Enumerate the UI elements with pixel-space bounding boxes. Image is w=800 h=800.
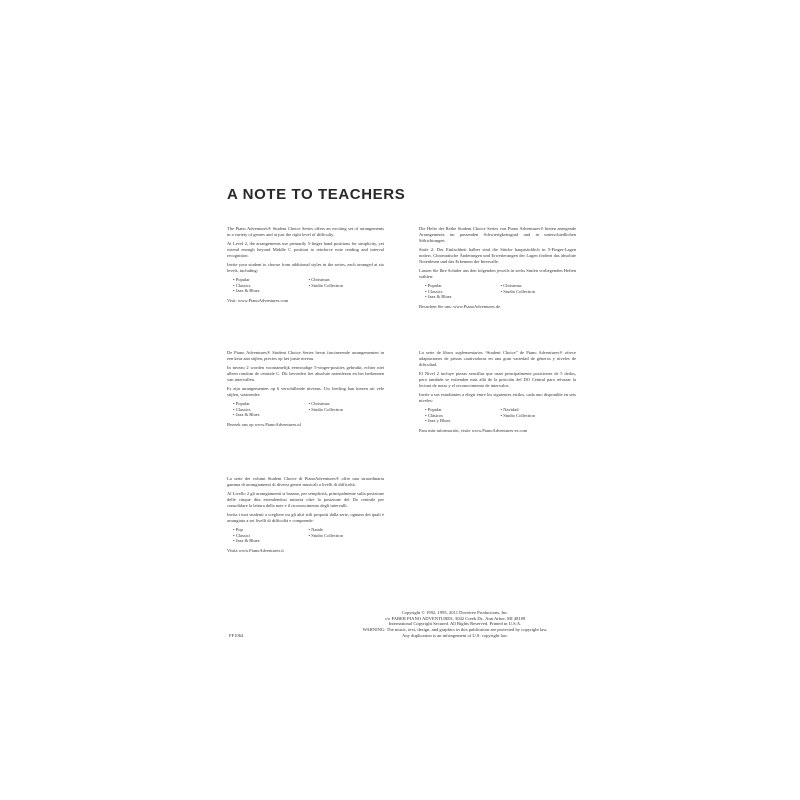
english-paragraph-3: Invite your student to choose from additional styles in the series, each arranged at six levels, including: (227, 262, 384, 273)
product-code: FF1064 (229, 633, 244, 638)
german-note (419, 226, 576, 313)
spanish-paragraph-1: La serie de libros suplementarios “Student Choice” de Piano Adventures® ofrece adaptaciones de piezas cautivadoras en una gran variedad de géneros y niveles de dificultad. (419, 350, 576, 367)
german-paragraph-1: Die Hefte der Reihe Student Choice Series von Piano Adventures® bieten anregende Arrangements im passenden Schwierigkeitsgrad und in unterschiedlichen Stilrichtungen. (419, 226, 576, 243)
italian-paragraph-2: Al Livello 2 gli arrangiamenti si basano, per semplicità, principalmente sulla posizione delle cinque dita estendendosi tuttavia oltre la posizione del Do centrale per consolidare la lettura della note e il riconoscimento degli intervalli. (227, 491, 384, 508)
list-item: • Studio Collection (309, 533, 385, 539)
german-visit-line: Besuchen Sie uns: www.PianoAdventures.de (419, 303, 501, 309)
list-item: • Pop (233, 527, 309, 533)
list-item: • Jazz & Blues (233, 288, 309, 294)
italian-visit-line: Visita www.PianoAdventures.it (227, 547, 284, 553)
dutch-style-list (233, 401, 384, 418)
list-item: • Christmas (501, 283, 577, 289)
list-item: • Christmas (309, 401, 385, 407)
copyright-line: Copyright © 1992, 1995, 2011 Dovetree Productions, Inc. (401, 610, 509, 615)
list-item: • Jazz & Blues (233, 538, 309, 544)
list-item: • Studio Collection (501, 289, 577, 295)
list-item: • Natale (309, 527, 385, 533)
italian-paragraph-3: Invita i tuoi studenti a scegliere tra gli altri stili proposti dalla serie, ognuno dei quali è arrangiato a sei livelli di difficoltà e comprende: (227, 512, 384, 523)
dutch-paragraph-2: In niveau 2 worden voornamelijk eenvoudige 5-vinger-posities gebruikt, echter niet alleen rondom de centrale C. Dit bevordert het absolute notenlezen en het herkennen van intervallen. (227, 365, 384, 382)
list-item: • Jazz & Blues (425, 294, 501, 300)
german-paragraph-2: Stufe 2: Der Einfachheit halber sind die Stücke hauptsächlich in 5-Finger-Lagen notiert. Chromatische Änderungen und Erweiterungen der Lagen fördern das absolute Notenlesen und das Erkennen der Intervalle. (419, 247, 576, 264)
page-title: A NOTE TO TEACHERS (227, 186, 406, 203)
list-item: • Popular (233, 277, 309, 283)
italian-paragraph-1: La serie dei volumi Student Choice di PianoAdventures® offre una straordinaria gamma di arrangiamenti di diversi generi musicali a livelli di difficoltà. (227, 476, 384, 487)
list-item: • Popular (233, 401, 309, 407)
dutch-paragraph-3: Er zijn arrangementen op 6 verschillende niveaus. Uw leerling kan kiezen uit vele stijlen, waaronder: (227, 386, 384, 397)
copyright-footer (300, 610, 610, 639)
english-paragraph-1: The Piano Adventures® Student Choice Series offers an exciting set of arrangements in a variety of genres and at just the right level of difficulty. (227, 226, 384, 237)
address-line: c/o FABER PIANO ADVENTURES, 3042 Creek Dr., Ann Arbor, MI 48108 (384, 615, 526, 621)
spanish-visit-line: Para más información, visite www.PianoAdventures-es.com (419, 427, 528, 433)
italian-style-list (233, 527, 384, 544)
english-note (227, 226, 384, 307)
english-style-list (233, 277, 384, 294)
warning-line: WARNING: The music, text, design, and graphics in this publication are protected by copyright law. (362, 627, 548, 633)
list-item: • Studio Collection (309, 283, 385, 289)
list-item: • Classics (233, 283, 309, 289)
list-item: • Jazz & Blues (233, 412, 309, 418)
spanish-style-list (425, 407, 576, 424)
spanish-paragraph-2: El Nivel 2 incluye piezas sencillas que usan principalmente posiciones de 5 dedos, pero también se extienden más allá de la posición del DO Central para reforzar la lectura de notas y el reconocimiento de intervalos. (419, 371, 576, 388)
list-item: • Popular (425, 283, 501, 289)
list-item: • Navidad (501, 407, 577, 413)
list-item: • Studio Collection (501, 413, 577, 419)
list-item: • Studio Collection (309, 407, 385, 413)
list-item: • Popular (425, 407, 501, 413)
spanish-paragraph-3: Invite a sus estudiantes a elegir entre los siguientes estilos, cada uno disponible en seis niveles: (419, 392, 576, 403)
list-item: • Clásicos (425, 413, 501, 419)
list-item: • Christmas (309, 277, 385, 283)
list-item: • Jazz y Blues (425, 418, 501, 424)
rights-line: International Copyright Secured. All Rights Reserved. Printed in U.S.A. (388, 621, 522, 627)
spanish-note (419, 350, 576, 437)
dutch-paragraph-1: De Piano Adventures® Student Choice Series bevat fascinerende arrangementen in een keur aan stijlen, precies op het juiste niveau. (227, 350, 384, 361)
english-visit-line: Visit: www.PianoAdventures.com (227, 297, 289, 303)
dutch-visit-line: Bezoek ons op www.PianoAdventures.nl (227, 421, 301, 427)
list-item: • Classics (425, 289, 501, 295)
dutch-note (227, 350, 384, 431)
italian-note (227, 476, 384, 557)
german-paragraph-3: Lassen Sie Ihre Schüler aus den folgenden jeweils in sechs Stufen vorliegenden Heften wählen: (419, 268, 576, 279)
list-item: • Classics (233, 407, 309, 413)
list-item: • Classici (233, 533, 309, 539)
german-style-list (425, 283, 576, 300)
infringement-line: Any duplication is an infringement of U.S. copyright law. (402, 632, 508, 638)
english-paragraph-2: At Level 2, the arrangements use primarily 5-finger hand positions for simplicity, yet extend enough beyond Middle C position to reinforce note reading and interval recognition. (227, 241, 384, 258)
